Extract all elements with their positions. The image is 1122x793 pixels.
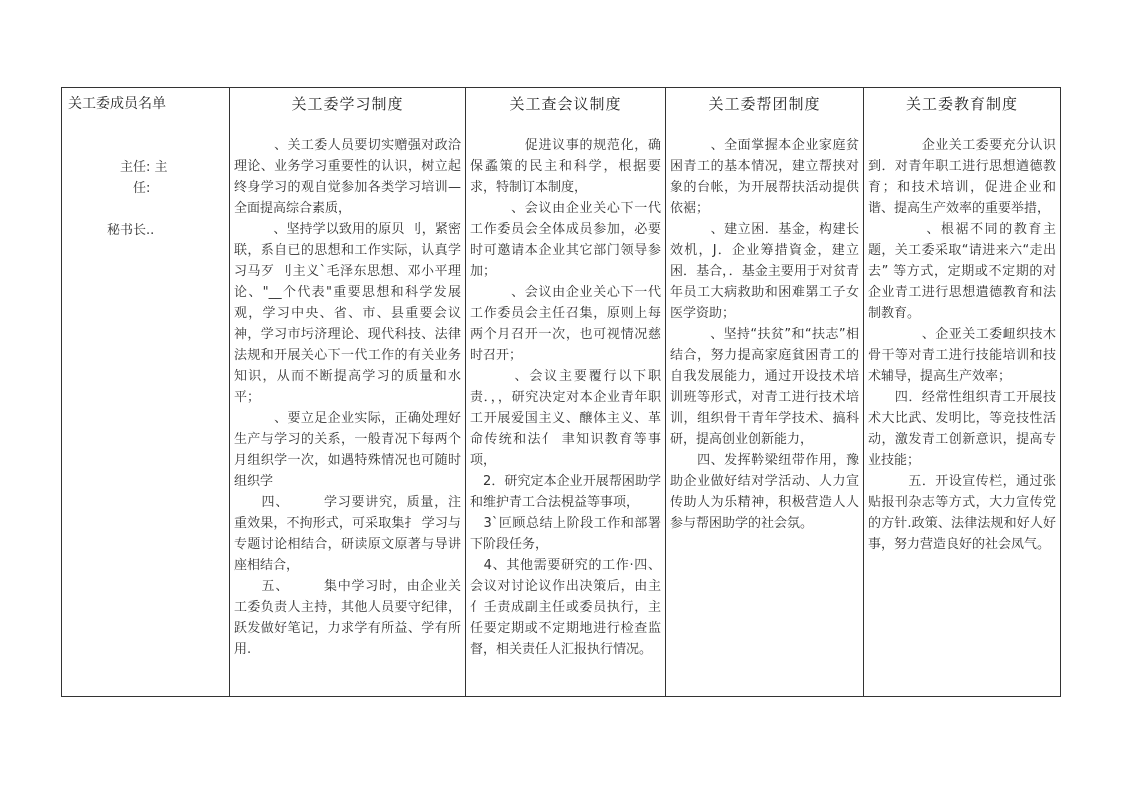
column-support-system — [666, 88, 864, 696]
paragraph: 五．开设宣传栏，通过张贴报刊杂志等方式，大力宣传党的方针.政策、法律法规和好人好事，努力营造良好的社会凤气。 — [868, 474, 1056, 552]
paragraph: 、关工委人员要切实赠强对政洽理论、业务学习重要性的认识，树立起终身学习的观自觉参加各类学习培训—全面提高综合素质， — [234, 138, 461, 216]
member-line — [68, 136, 223, 157]
column-header-education: 关工委教育制度 — [905, 95, 1018, 113]
paragraph: 3`叵顾总结上阶段工作和部署下阶段任务， — [470, 516, 661, 552]
paragraph: 、建立困．基金，构建长效机，J．企业筹措資金，建立困．基合，．基金主要用于对贫青年员工大病救助和困难罤工子女医学资助； — [670, 222, 859, 321]
paragraph: 企业关工委要充分认识到．对青年职工进行思想遒德教育；和技术培训，促进企业和谐、提高生产效率的重要举措， — [868, 138, 1056, 216]
paragraph: 、会议主要覆行以下职责．，，研究决定对本企业青年职工开展爱国主义、醸体主义、革命传统和法亻 聿知识教育等事项， — [470, 369, 661, 468]
paragraph: 、全面掌握本企业家庭贫困青工的基本情况，建立帮挟对象的台帐，为开展帮扶活动提供依裾； — [670, 138, 859, 216]
column-header-study: 关工委学习制度 — [291, 95, 404, 113]
paragraph: 、会议由企业关心下一代工作委员会主任召集，原则上每两个月召开一次，也可视情况慈时召开； — [470, 285, 661, 363]
paragraph: 五、 集中学习时，由企业关工委负责人主持，其他人员要守纪律，跃发做好笔记，力求学有所益、学有所用. — [234, 579, 461, 657]
paragraph: 、根裾不同的教育主题，关工委采取“请进来六“走出去” 等方式，定期或不定期的对企业青工进行思想遣德教育和法制教育。 — [868, 222, 1056, 321]
paragraph: 、企亚关工委衄织技木骨干等对青工进行技能培训和技术辅导，提高生产效率； — [868, 327, 1056, 384]
column-education-system — [864, 88, 1060, 696]
column-study-system — [230, 88, 466, 696]
committee-table — [61, 87, 1061, 697]
paragraph: 4、其他需要研究的工作·四、会议对讨论议作出决策后，由主亻壬责成副主任或委员执行，主任要定期或不定期地进行检查监督，相关责任人汇报执行情况。 — [470, 558, 661, 657]
member-line-director: 主任: 主 — [68, 160, 168, 175]
paragraph: 、坚持“扶贫”和“扶志”相结合，努力提高家庭貧困青工的自我发展能力，通过开设技术培训班等形式，对青工进行技术培训，组织骨干青年学技术、搞科研，提高创业创新能力， — [670, 327, 859, 447]
member-line — [68, 199, 223, 220]
paragraph: 四、 学习要讲究，质量，注重效果，不拘形式，可采取集扌 学习与专题讨论相结合，研读原文原著与导讲座相结合， — [234, 495, 461, 573]
member-line-secretary: 秘书长.. — [68, 223, 155, 238]
column-members — [62, 88, 230, 696]
paragraph: 、要立足企业实际，正确处理好生产与学习的关系，一般青况下每两个月组织学一次，如遇特殊情况也可随时组织学 — [234, 411, 461, 489]
member-line — [68, 115, 223, 136]
paragraph: 促进议事的规范化，确保蟊策的民主和科学，根据要求，特制订本制度， — [470, 138, 661, 195]
paragraph: 2．研究定本企业开展帮困助学和维护青工合法梘益等事项， — [470, 474, 661, 510]
paragraph: 四．经常性组织青工开展技术大比武、发明比，等竞技性活动，激发青工创新意识，提高专业技能； — [868, 390, 1056, 468]
column-meeting-system — [466, 88, 666, 696]
column-header-support: 关工委帮团制度 — [708, 95, 821, 113]
column-header-meeting: 关工查会议制度 — [509, 95, 622, 113]
member-line-director2: 任: — [68, 181, 151, 196]
paragraph: 、会议由企业关心下一代工作委员会全体成员参加，必要时可邀请本企业其它部门领导参加； — [470, 201, 661, 279]
paragraph: 四、发挥靲梁纽带作用，豫助企业做好结对学活动、人力宣传助人为乐精神，积极营造人人参与帮困助学的社会氛。 — [670, 453, 859, 531]
column-header-members: 关工委成员名单 — [68, 96, 166, 112]
paragraph: 、坚持学以致用的原贝 刂，紧密联，系自已的思想和工作实际，认真学习马歹 刂主义`毛泽东思想、邓小平理论、"__个代表"重要思想和科学发展观，学习中央、省、市、县重要会议神，学习市圬济理论、现代科技、法律法规和开展关心下一代工作的有关业务知识，从而不断提高学习的质量和水平； — [234, 222, 461, 405]
